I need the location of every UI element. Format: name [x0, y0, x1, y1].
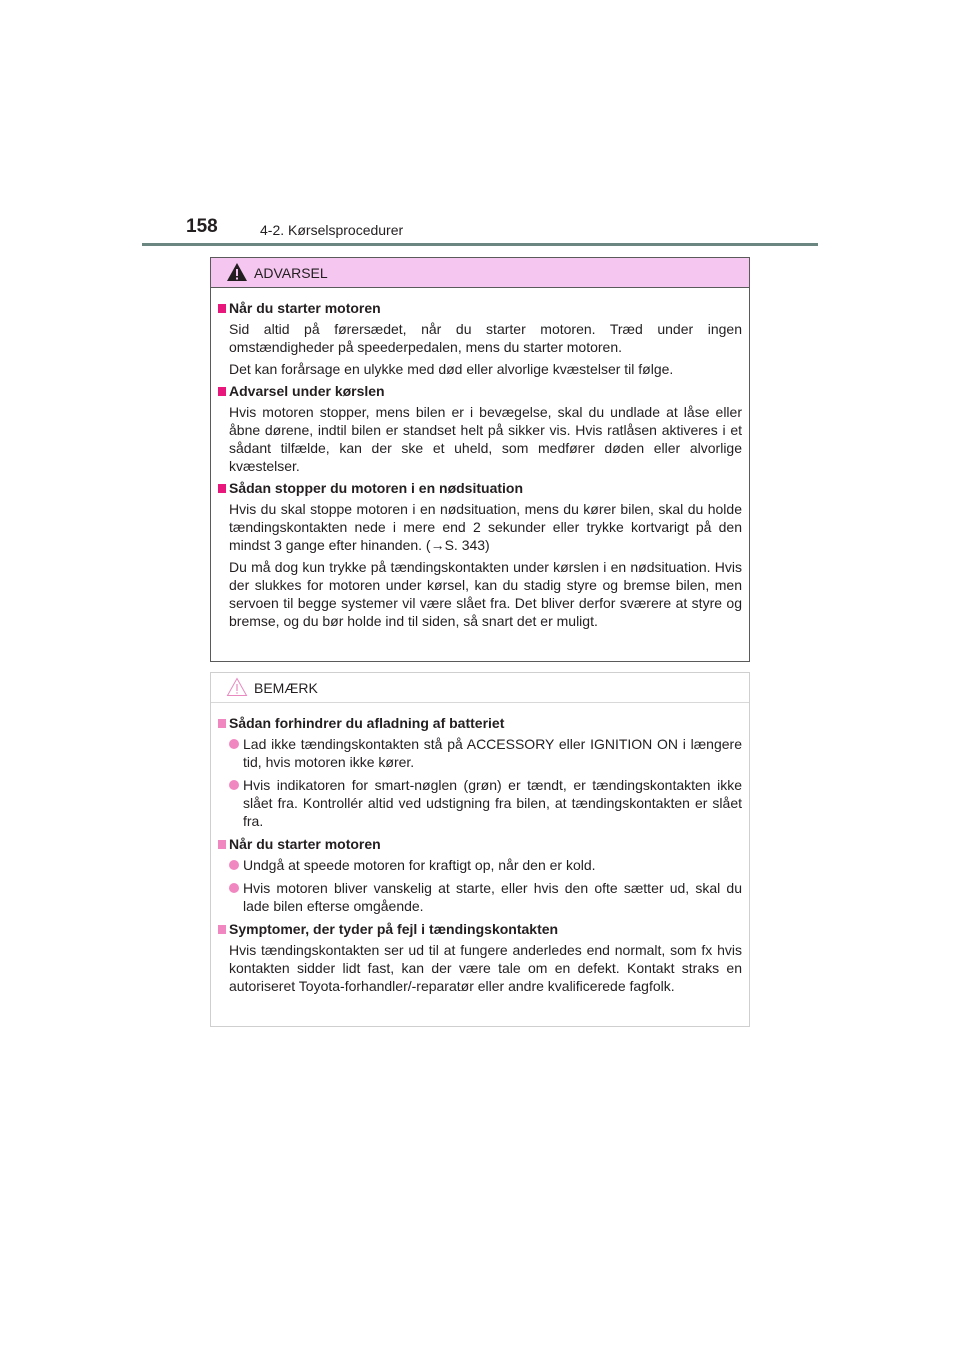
notice-box-label: BEMÆRK: [254, 680, 318, 696]
paragraph: Hvis du skal stoppe motoren i en nødsituation, mens du kører bilen, skal du holde tændingskontakten nede i mere end 2 sekunder eller trykke kortvarigt på den mindst 3 gange efter hinanden. (→S. 343): [229, 501, 742, 553]
section-heading: Sådan stopper du motoren i en nødsituation: [218, 479, 742, 497]
caution-triangle-icon: [226, 677, 248, 697]
section-heading: Når du starter motoren: [218, 299, 742, 317]
square-bullet-icon: [218, 840, 226, 849]
square-bullet-icon: [218, 484, 226, 493]
page-header: [186, 216, 826, 246]
notice-box-body: [211, 703, 749, 995]
list-item: Undgå at speede motoren for kraftigt op, når den er kold.: [218, 856, 742, 874]
notice-section: [218, 920, 742, 995]
warning-box: [210, 257, 750, 662]
notice-box-header: [211, 673, 749, 703]
paragraph: Hvis tændingskontakten ser ud til at fungere anderledes end normalt, som fx hvis kontakten sidder lidt fast, kan der være tale om en defekt. Kontakt straks en autoriseret Toyota-forhandler/-reparatør eller andre kvalificerede fagfolk.: [229, 942, 742, 994]
paragraph: Det kan forårsage en ulykke med død eller alvorlige kvæstelser til følge.: [229, 361, 674, 377]
warning-section: [218, 479, 742, 630]
section-heading: Advarsel under kørslen: [218, 382, 742, 400]
warning-box-body: [211, 288, 749, 630]
circle-bullet-icon: [229, 739, 239, 749]
warning-box-label: ADVARSEL: [254, 265, 328, 281]
warning-box-header: [211, 258, 749, 288]
section-heading: Symptomer, der tyder på fejl i tændingskontakten: [218, 920, 742, 938]
header-rule: [142, 243, 818, 246]
square-bullet-icon: [218, 304, 226, 313]
page-number: 158: [186, 216, 218, 237]
notice-section: [218, 714, 742, 830]
list-item: Hvis indikatoren for smart-nøglen (grøn) er tændt, er tændingskontakten ikke slået fra. Kontrollér altid ved udstigning fra bilen, at tændingskontakten er slået fra.: [218, 776, 742, 830]
section-heading: Sådan forhindrer du afladning af batteriet: [218, 714, 742, 732]
circle-bullet-icon: [229, 860, 239, 870]
list-item: Hvis motoren bliver vanskelig at starte, eller hvis den ofte sætter ud, skal du lade bilen efterse omgående.: [218, 879, 742, 915]
paragraph: Hvis motoren stopper, mens bilen er i bevægelse, skal du undlade at låse eller åbne dørene, indtil bilen er standset helt på sikker vis. Hvis ratlåsen aktiveres i et sådant tilfælde, kan der ske et uheld, som medfører døden eller alvorlige kvæstelser.: [229, 404, 742, 474]
warning-section: [218, 299, 742, 378]
list-item: Lad ikke tændingskontakten stå på ACCESSORY eller IGNITION ON i længere tid, hvis motoren ikke kører.: [218, 735, 742, 771]
paragraph: Sid altid på førersædet, når du starter motoren. Træd under ingen omstændigheder på speederpedalen, mens du starter motoren.: [229, 321, 742, 355]
notice-box: [210, 672, 750, 1027]
section-title: 4-2. Kørselsprocedurer: [260, 222, 404, 238]
circle-bullet-icon: [229, 780, 239, 790]
paragraph: Du må dog kun trykke på tændingskontakten under kørslen i en nødsituation. Hvis der slukkes for motoren under kørsel, kan du stadig styre og bremse bilen, men servoen til begge systemer vil være slået fra. Det bliver derfor sværere at styre og bremse, og du bør holde ind til siden, så snart det er muligt.: [229, 559, 742, 629]
circle-bullet-icon: [229, 883, 239, 893]
notice-section: [218, 835, 742, 915]
square-bullet-icon: [218, 387, 226, 396]
section-heading: Når du starter motoren: [218, 835, 742, 853]
square-bullet-icon: [218, 925, 226, 934]
square-bullet-icon: [218, 719, 226, 728]
warning-section: [218, 382, 742, 475]
warning-triangle-icon: [226, 262, 248, 282]
